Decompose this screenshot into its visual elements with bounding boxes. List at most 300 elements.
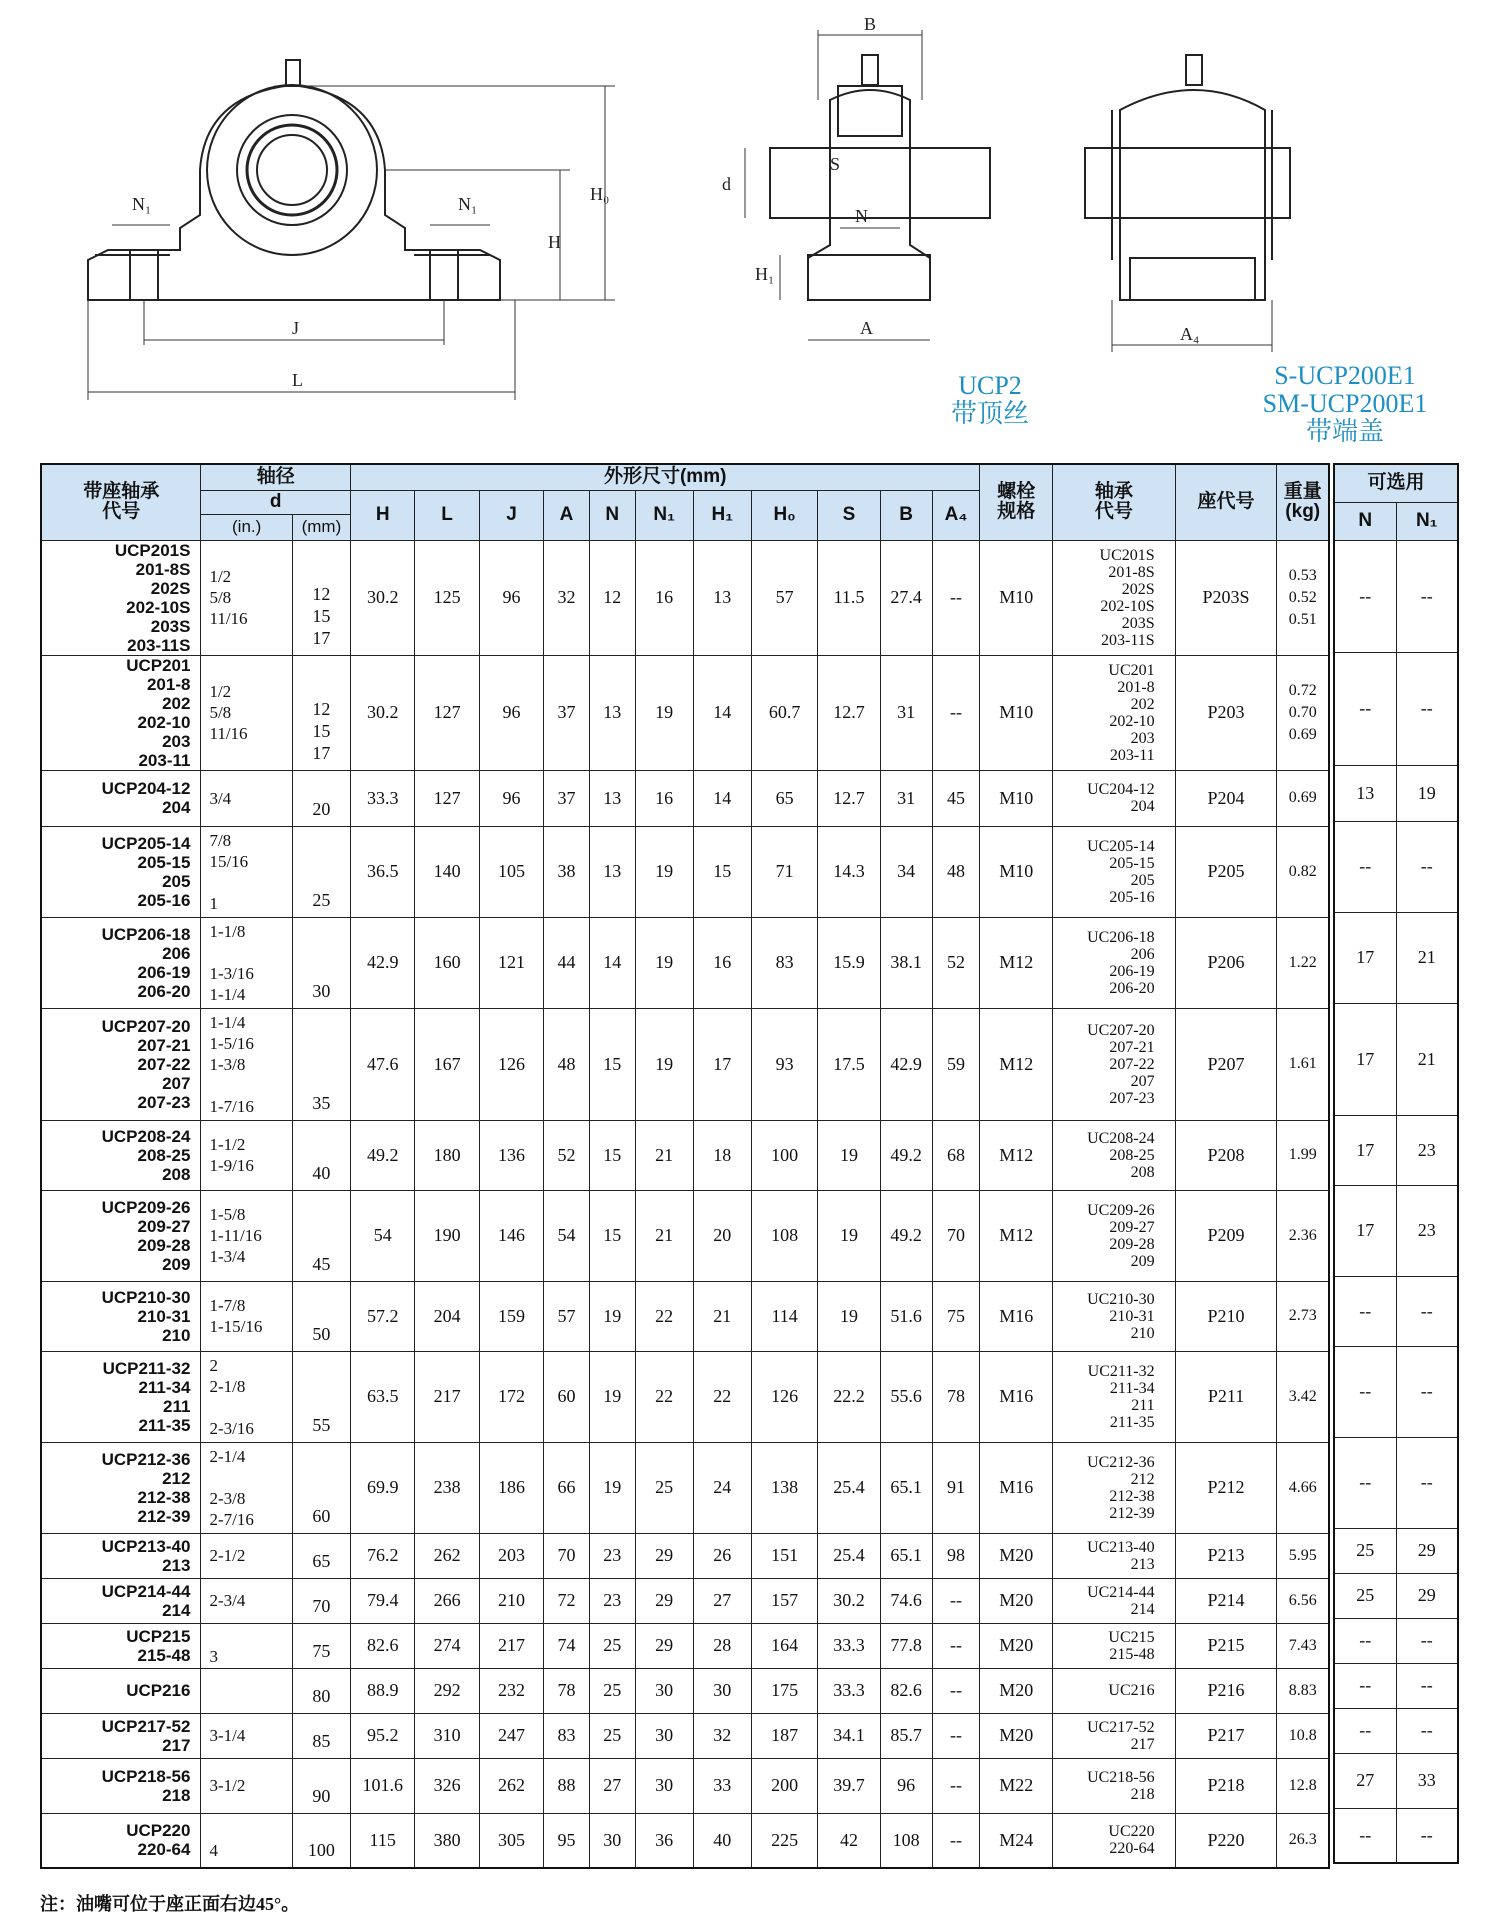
cell-n1: 19 [635, 917, 693, 1008]
cell-n1: 30 [635, 1668, 693, 1713]
cell-h1: 40 [693, 1813, 751, 1868]
cell-h0: 100 [751, 1120, 817, 1190]
cell-a: 88 [544, 1758, 590, 1813]
cell-j: 262 [479, 1758, 543, 1813]
cell-optn1: -- [1396, 1708, 1458, 1753]
cell-a4: -- [932, 1713, 980, 1758]
cell-b: 108 [880, 1813, 932, 1868]
cell-l: 167 [415, 1008, 479, 1120]
cell-h0: 93 [751, 1008, 817, 1120]
header-H0: H₀ [751, 490, 817, 540]
cell-model: UCP205-14 205-15 205 205-16 [41, 826, 201, 917]
cell-mm: 85 [292, 1713, 350, 1758]
cell-a: 57 [544, 1281, 590, 1351]
cell-weight: 1.22 [1277, 917, 1329, 1008]
cell-optn: -- [1334, 652, 1396, 765]
cell-optn1: 21 [1396, 912, 1458, 1003]
cell-optn: 25 [1334, 1573, 1396, 1618]
cell-a: 74 [544, 1623, 590, 1668]
cell-optn: -- [1334, 1708, 1396, 1753]
cell-n: 25 [589, 1623, 635, 1668]
cell-weight: 2.73 [1277, 1281, 1329, 1351]
cell-h1: 24 [693, 1442, 751, 1533]
cell-mm: 40 [292, 1120, 350, 1190]
cell-bearing: UC213-40 213 [1053, 1533, 1176, 1578]
cell-optn1: 21 [1396, 1003, 1458, 1115]
cell-model: UCP213-40 213 [41, 1533, 201, 1578]
cell-optn: 17 [1334, 912, 1396, 1003]
cell-bolt: M12 [980, 1120, 1053, 1190]
header-J: J [479, 490, 543, 540]
cell-b: 82.6 [880, 1668, 932, 1713]
cell-n1: 22 [635, 1281, 693, 1351]
table-row [41, 770, 1329, 826]
cell-model: UCP220 220-64 [41, 1813, 201, 1868]
cell-bolt: M10 [980, 540, 1053, 655]
cell-l: 127 [415, 770, 479, 826]
cell-seat: P203S [1175, 540, 1277, 655]
cell-b: 49.2 [880, 1120, 932, 1190]
table-row [41, 1190, 1329, 1281]
optional-row [1334, 1753, 1458, 1808]
cell-j: 159 [479, 1281, 543, 1351]
cell-bolt: M10 [980, 770, 1053, 826]
footnote: 注：油嘴可位于座正面右边45°。 [40, 1894, 300, 1914]
optional-row [1334, 1528, 1458, 1573]
cell-bolt: M20 [980, 1578, 1053, 1623]
cell-optn1: 23 [1396, 1185, 1458, 1276]
cell-a4: -- [932, 655, 980, 770]
header-A4: A₄ [932, 490, 980, 540]
cell-j: 136 [479, 1120, 543, 1190]
cell-weight: 3.42 [1277, 1351, 1329, 1442]
cell-a4: -- [932, 1758, 980, 1813]
cell-a4: 48 [932, 826, 980, 917]
cell-s: 11.5 [818, 540, 880, 655]
cell-a: 32 [544, 540, 590, 655]
cell-model: UCP201 201-8 202 202-10 203 203-11 [41, 655, 201, 770]
cell-s: 12.7 [818, 655, 880, 770]
cell-a4: 52 [932, 917, 980, 1008]
label-h1: H₁ [755, 264, 775, 284]
optional-row [1334, 1115, 1458, 1185]
cell-optn: 13 [1334, 765, 1396, 821]
cell-h0: 57 [751, 540, 817, 655]
cell-optn: -- [1334, 1618, 1396, 1663]
cell-s: 33.3 [818, 1668, 880, 1713]
side-view-ucp2-dimensions [745, 30, 930, 340]
cell-n1: 16 [635, 540, 693, 655]
cell-n1: 30 [635, 1758, 693, 1813]
cell-h0: 65 [751, 770, 817, 826]
cell-weight: 0.69 [1277, 770, 1329, 826]
front-view-drawing [88, 60, 500, 300]
cell-h: 30.2 [351, 655, 415, 770]
cell-j: 105 [479, 826, 543, 917]
cell-s: 19 [818, 1281, 880, 1351]
cell-h0: 187 [751, 1713, 817, 1758]
cell-j: 146 [479, 1190, 543, 1281]
cell-a4: -- [932, 1813, 980, 1868]
header-N1: N₁ [635, 490, 693, 540]
cell-b: 31 [880, 770, 932, 826]
cell-optn: -- [1334, 1346, 1396, 1437]
cell-optn1: -- [1396, 1276, 1458, 1346]
cell-weight: 8.83 [1277, 1668, 1329, 1713]
optional-row [1334, 1437, 1458, 1528]
cell-seat: P210 [1175, 1281, 1277, 1351]
cell-seat: P203 [1175, 655, 1277, 770]
header-d: d [201, 490, 351, 514]
cell-mm: 75 [292, 1623, 350, 1668]
cell-j: 172 [479, 1351, 543, 1442]
header-bolt: 螺栓 规格 [980, 464, 1053, 540]
cell-b: 27.4 [880, 540, 932, 655]
cell-n: 19 [589, 1281, 635, 1351]
cell-h0: 114 [751, 1281, 817, 1351]
cell-seat: P212 [1175, 1442, 1277, 1533]
cell-bearing: UC215 215-48 [1053, 1623, 1176, 1668]
cell-a: 48 [544, 1008, 590, 1120]
header-S: S [818, 490, 880, 540]
cell-inch: 1-1/2 1-9/16 [201, 1120, 292, 1190]
cell-h0: 164 [751, 1623, 817, 1668]
cell-optn1: -- [1396, 540, 1458, 652]
header-H1: H₁ [693, 490, 751, 540]
cell-inch: 1-1/4 1-5/16 1-3/8 1-7/16 [201, 1008, 292, 1120]
label-n1-right: N₁ [458, 194, 478, 214]
cell-s: 14.3 [818, 826, 880, 917]
cell-model: UCP215 215-48 [41, 1623, 201, 1668]
cell-bearing: UC214-44 214 [1053, 1578, 1176, 1623]
cell-mm: 12 15 17 [292, 540, 350, 655]
header-code: 带座轴承 代号 [41, 464, 201, 540]
cell-n1: 19 [635, 655, 693, 770]
cell-n1: 30 [635, 1713, 693, 1758]
cell-mm: 100 [292, 1813, 350, 1868]
cell-optn: -- [1334, 1663, 1396, 1708]
label-n: N [855, 206, 868, 226]
cell-bolt: M16 [980, 1442, 1053, 1533]
cell-seat: P208 [1175, 1120, 1277, 1190]
cell-j: 96 [479, 540, 543, 655]
table-row [41, 826, 1329, 917]
cell-l: 310 [415, 1713, 479, 1758]
cell-mm: 12 15 17 [292, 655, 350, 770]
optional-row [1334, 912, 1458, 1003]
cell-l: 238 [415, 1442, 479, 1533]
cell-weight: 4.66 [1277, 1442, 1329, 1533]
cell-n: 15 [589, 1190, 635, 1281]
cell-l: 262 [415, 1533, 479, 1578]
cell-n: 19 [589, 1442, 635, 1533]
front-view-dimensions [88, 86, 615, 400]
cell-weight: 0.53 0.52 0.51 [1277, 540, 1329, 655]
optional-row [1334, 1808, 1458, 1863]
cell-inch: 2-1/2 [201, 1533, 292, 1578]
header-bearing: 轴承 代号 [1053, 464, 1176, 540]
cell-a4: -- [932, 1578, 980, 1623]
cell-a: 37 [544, 655, 590, 770]
cell-bolt: M12 [980, 917, 1053, 1008]
cell-h1: 26 [693, 1533, 751, 1578]
cell-h1: 30 [693, 1668, 751, 1713]
cell-n: 13 [589, 655, 635, 770]
cell-b: 55.6 [880, 1351, 932, 1442]
cell-seat: P214 [1175, 1578, 1277, 1623]
cell-inch: 1-1/8 1-3/16 1-1/4 [201, 917, 292, 1008]
cell-weight: 1.99 [1277, 1120, 1329, 1190]
cell-n1: 21 [635, 1190, 693, 1281]
cell-model: UCP204-12 204 [41, 770, 201, 826]
cell-h1: 32 [693, 1713, 751, 1758]
table-row [41, 1713, 1329, 1758]
cell-model: UCP206-18 206 206-19 206-20 [41, 917, 201, 1008]
cell-h: 33.3 [351, 770, 415, 826]
cell-n: 13 [589, 770, 635, 826]
header-opt-n: N [1334, 502, 1396, 540]
cell-n: 23 [589, 1533, 635, 1578]
cell-j: 121 [479, 917, 543, 1008]
cell-bearing: UC206-18 206 206-19 206-20 [1053, 917, 1176, 1008]
label-s: S [830, 154, 841, 174]
table-row [41, 1578, 1329, 1623]
caption-ucp2: UCP2 带顶丝 [950, 371, 1029, 428]
cell-n: 19 [589, 1351, 635, 1442]
cell-optn1: -- [1396, 1808, 1458, 1863]
cell-n1: 29 [635, 1623, 693, 1668]
optional-row [1334, 652, 1458, 765]
cell-h0: 138 [751, 1442, 817, 1533]
cell-optn1: -- [1396, 1437, 1458, 1528]
cell-n1: 19 [635, 826, 693, 917]
optional-row [1334, 1185, 1458, 1276]
cell-l: 127 [415, 655, 479, 770]
cell-a4: 68 [932, 1120, 980, 1190]
cell-optn: -- [1334, 1437, 1396, 1528]
cell-optn: 27 [1334, 1753, 1396, 1808]
cell-h0: 60.7 [751, 655, 817, 770]
cell-a: 95 [544, 1813, 590, 1868]
table-row [41, 1351, 1329, 1442]
optional-table-body [1334, 540, 1458, 1863]
cell-s: 33.3 [818, 1623, 880, 1668]
cell-seat: P216 [1175, 1668, 1277, 1713]
cell-l: 160 [415, 917, 479, 1008]
cell-n1: 29 [635, 1533, 693, 1578]
cell-mm: 90 [292, 1758, 350, 1813]
cell-bearing: UC208-24 208-25 208 [1053, 1120, 1176, 1190]
label-h0: H₀ [590, 184, 610, 204]
cell-a4: 75 [932, 1281, 980, 1351]
optional-row [1334, 1708, 1458, 1753]
cell-mm: 55 [292, 1351, 350, 1442]
cell-bearing: UC201 201-8 202 202-10 203 203-11 [1053, 655, 1176, 770]
cell-a4: 78 [932, 1351, 980, 1442]
cell-l: 292 [415, 1668, 479, 1713]
cell-seat: P213 [1175, 1533, 1277, 1578]
cell-h1: 21 [693, 1281, 751, 1351]
cell-model: UCP218-56 218 [41, 1758, 201, 1813]
cell-seat: P211 [1175, 1351, 1277, 1442]
cell-model: UCP217-52 217 [41, 1713, 201, 1758]
cell-h: 69.9 [351, 1442, 415, 1533]
cell-n: 13 [589, 826, 635, 917]
cell-optn1: -- [1396, 1346, 1458, 1437]
cell-inch: 2 2-1/8 2-3/16 [201, 1351, 292, 1442]
cell-mm: 80 [292, 1668, 350, 1713]
cell-bearing: UC220 220-64 [1053, 1813, 1176, 1868]
cell-l: 266 [415, 1578, 479, 1623]
table-row [41, 1533, 1329, 1578]
cell-bolt: M10 [980, 826, 1053, 917]
cell-j: 217 [479, 1623, 543, 1668]
cell-b: 77.8 [880, 1623, 932, 1668]
cell-model: UCP201S 201-8S 202S 202-10S 203S 203-11S [41, 540, 201, 655]
cell-a4: -- [932, 1668, 980, 1713]
cell-optn1: 29 [1396, 1528, 1458, 1573]
cell-s: 39.7 [818, 1758, 880, 1813]
cell-h0: 200 [751, 1758, 817, 1813]
cell-h: 63.5 [351, 1351, 415, 1442]
cell-bearing: UC201S 201-8S 202S 202-10S 203S 203-11S [1053, 540, 1176, 655]
cell-optn1: 33 [1396, 1753, 1458, 1808]
cell-h: 95.2 [351, 1713, 415, 1758]
cell-inch: 3/4 [201, 770, 292, 826]
cell-seat: P204 [1175, 770, 1277, 826]
cell-n1: 19 [635, 1008, 693, 1120]
cell-s: 12.7 [818, 770, 880, 826]
cell-bearing: UC211-32 211-34 211 211-35 [1053, 1351, 1176, 1442]
cell-optn: -- [1334, 1276, 1396, 1346]
caption-sucp: S-UCP200E1 SM-UCP200E1 带端盖 [1262, 361, 1428, 446]
cell-n: 30 [589, 1813, 635, 1868]
label-l: L [292, 370, 303, 390]
table-row [41, 1008, 1329, 1120]
cell-weight: 1.61 [1277, 1008, 1329, 1120]
cell-optn: 17 [1334, 1115, 1396, 1185]
cell-a4: 45 [932, 770, 980, 826]
optional-row [1334, 1573, 1458, 1618]
cell-bolt: M12 [980, 1190, 1053, 1281]
cell-b: 74.6 [880, 1578, 932, 1623]
cell-h1: 33 [693, 1758, 751, 1813]
cell-h: 47.6 [351, 1008, 415, 1120]
optional-row [1334, 821, 1458, 912]
cell-weight: 0.72 0.70 0.69 [1277, 655, 1329, 770]
cell-optn1: -- [1396, 652, 1458, 765]
cell-seat: P205 [1175, 826, 1277, 917]
cell-optn1: -- [1396, 1618, 1458, 1663]
cell-bolt: M20 [980, 1623, 1053, 1668]
cell-n: 27 [589, 1758, 635, 1813]
cell-h: 49.2 [351, 1120, 415, 1190]
cell-inch: 3-1/2 [201, 1758, 292, 1813]
cell-h0: 225 [751, 1813, 817, 1868]
cell-optn1: 23 [1396, 1115, 1458, 1185]
header-dims: 外形尺寸(mm) [351, 464, 980, 490]
optional-row [1334, 1276, 1458, 1346]
cell-b: 65.1 [880, 1533, 932, 1578]
label-n1-left: N₁ [132, 194, 152, 214]
cell-h0: 126 [751, 1351, 817, 1442]
side-view-ucp2-drawing [770, 55, 990, 300]
cell-inch: 1/2 5/8 11/16 [201, 540, 292, 655]
cell-optn: -- [1334, 1808, 1396, 1863]
header-shaft: 轴径 [201, 464, 351, 490]
cell-seat: P209 [1175, 1190, 1277, 1281]
optional-row [1334, 1663, 1458, 1708]
header-opt-n1: N₁ [1396, 502, 1458, 540]
cell-n: 15 [589, 1008, 635, 1120]
cell-bearing: UC210-30 210-31 210 [1053, 1281, 1176, 1351]
spec-table-body [41, 540, 1329, 1868]
table-row [41, 540, 1329, 655]
cell-n: 14 [589, 917, 635, 1008]
optional-row [1334, 1618, 1458, 1663]
table-row [41, 655, 1329, 770]
cell-mm: 30 [292, 917, 350, 1008]
cell-bearing: UC212-36 212 212-38 212-39 [1053, 1442, 1176, 1533]
header-optional: 可选用 [1334, 464, 1458, 502]
cell-h: 76.2 [351, 1533, 415, 1578]
label-j: J [292, 318, 300, 338]
cell-s: 15.9 [818, 917, 880, 1008]
header-seat: 座代号 [1175, 464, 1277, 540]
cell-s: 22.2 [818, 1351, 880, 1442]
cell-inch: 3 [201, 1623, 292, 1668]
cell-seat: P207 [1175, 1008, 1277, 1120]
cell-j: 96 [479, 770, 543, 826]
cell-b: 34 [880, 826, 932, 917]
cell-bolt: M16 [980, 1351, 1053, 1442]
cell-optn1: -- [1396, 821, 1458, 912]
cell-mm: 50 [292, 1281, 350, 1351]
header-in: (in.) [201, 514, 292, 540]
table-row [41, 917, 1329, 1008]
cell-bolt: M20 [980, 1533, 1053, 1578]
cell-b: 51.6 [880, 1281, 932, 1351]
side-view-sucp-drawing [1085, 55, 1290, 300]
cell-n1: 16 [635, 770, 693, 826]
cell-l: 326 [415, 1758, 479, 1813]
cell-j: 203 [479, 1533, 543, 1578]
cell-bearing: UC218-56 218 [1053, 1758, 1176, 1813]
cell-h: 101.6 [351, 1758, 415, 1813]
cell-model: UCP216 [41, 1668, 201, 1713]
cell-mm: 25 [292, 826, 350, 917]
cell-b: 31 [880, 655, 932, 770]
cell-l: 140 [415, 826, 479, 917]
cell-h: 42.9 [351, 917, 415, 1008]
cell-bolt: M16 [980, 1281, 1053, 1351]
cell-j: 247 [479, 1713, 543, 1758]
cell-a: 83 [544, 1713, 590, 1758]
cell-j: 96 [479, 655, 543, 770]
cell-h: 82.6 [351, 1623, 415, 1668]
cell-l: 180 [415, 1120, 479, 1190]
cell-n1: 22 [635, 1351, 693, 1442]
cell-bolt: M22 [980, 1758, 1053, 1813]
cell-l: 380 [415, 1813, 479, 1868]
cell-h1: 28 [693, 1623, 751, 1668]
cell-s: 19 [818, 1120, 880, 1190]
cell-mm: 35 [292, 1008, 350, 1120]
optional-table [1333, 463, 1459, 1864]
cell-s: 42 [818, 1813, 880, 1868]
cell-j: 305 [479, 1813, 543, 1868]
cell-optn: -- [1334, 540, 1396, 652]
